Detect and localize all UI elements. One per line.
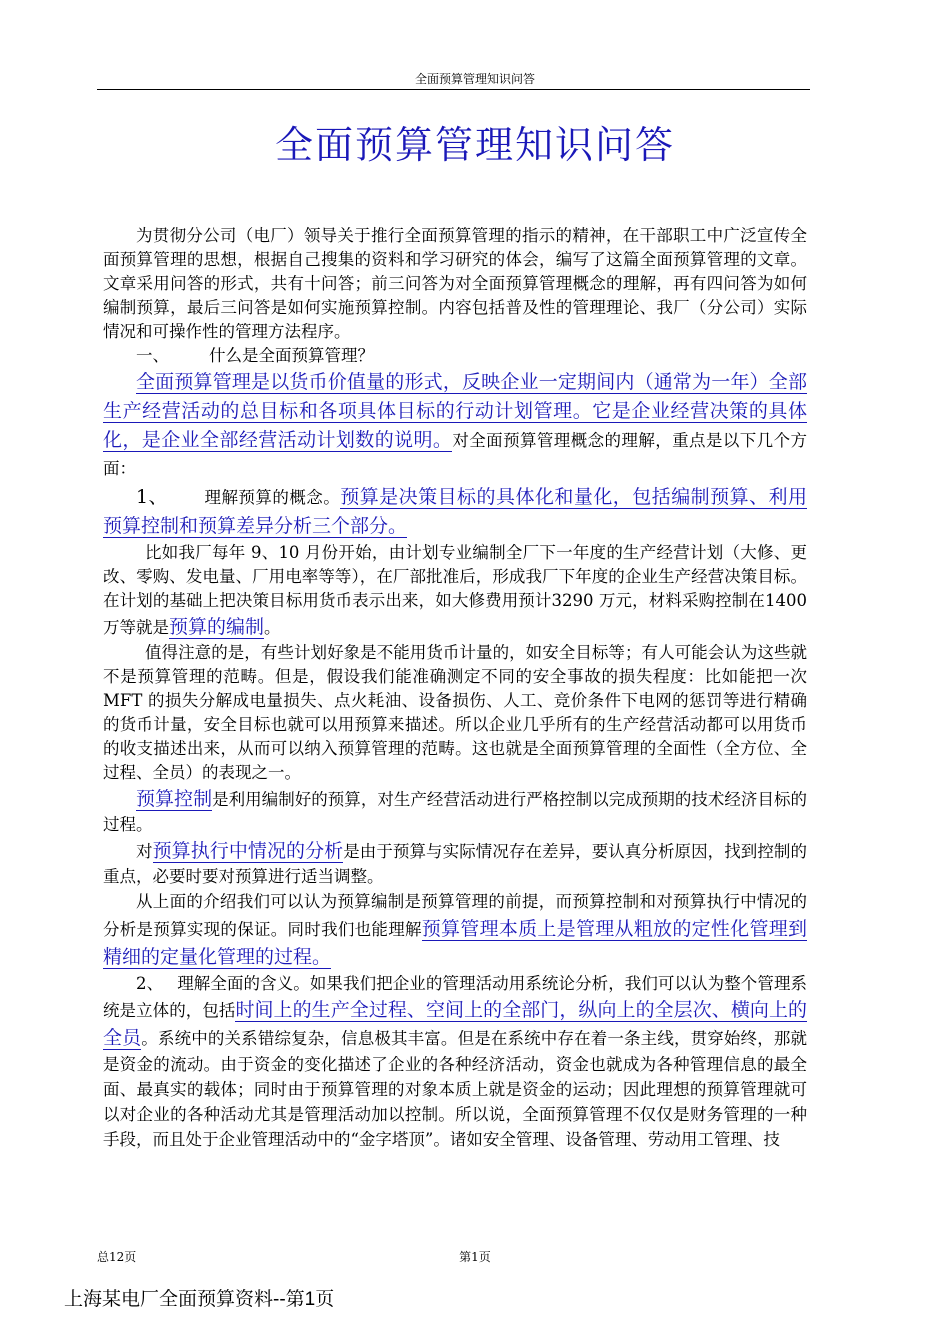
control-text: 是利用编制好的预算，对生产经营活动进行严格控制以完成预期的技术经济目标的过程。 — [103, 790, 807, 834]
header-rule — [97, 89, 810, 90]
point-2-label: 理解全面的含义。 — [177, 974, 310, 993]
analysis-paragraph — [103, 837, 807, 889]
control-highlight: 预算控制 — [136, 788, 213, 810]
document-title: 全面预算管理知识问答 — [274, 123, 675, 167]
summary-highlight: 预算管理本质上是管理从粗放的定性化管理到精细的定量化管理的过程。 — [103, 918, 807, 968]
example-paragraph — [103, 541, 807, 641]
note-paragraph: 值得注意的是，有些计划好象是不能用货币计量的，如安全目标等；有人可能会认为这些就不是预算管理的范畴。但是，假设我们能准确测定不同的安全事故的损失程度：比如能把一次 MFT 的损失分解成电量损失、点火耗油、设备损伤、人工、竞价条件下电网的惩罚等进行精确的货币计量，安全目标也就可以用预算来描述。所以企业几乎所有的生产经营活动都可以用货币的收支描述出来，从而可以纳入预算管理的范畴。这也就是全面预算管理的全面性（全方位、全过程、全员）的表现之一。 — [103, 643, 807, 782]
page-header-title: 全面预算管理知识问答 — [414, 72, 535, 86]
point-2-number: 2、 — [136, 974, 164, 993]
summary-paragraph — [103, 889, 807, 971]
example-highlight: 预算的编制 — [169, 616, 265, 638]
question-1-number: 一、 — [136, 346, 169, 365]
point-2-text: 如果我们把企业的管理活动用系统论分析，我们可以认为整个管理系统是立体的，包括 — [103, 974, 808, 1020]
document-caption: 上海某电厂全面预算资料--第1页 — [64, 1289, 335, 1310]
question-1 — [103, 344, 807, 368]
definition-paragraph — [103, 368, 807, 483]
point-2-highlight: 时间上的生产全过程、空间上的全部门，纵向上的全层次、横向上的全员 — [103, 999, 807, 1049]
point-1 — [103, 483, 807, 541]
footer-total-pages: 总12页 — [97, 1250, 137, 1264]
definition-highlight: 全面预算管理是以货币价值量的形式，反映企业一定期间内（通常为一年）全部生产经营活动的总目标和各项具体目标的行动计划管理。它是企业经营决策的具体化，是企业全部经营活动计划数的说明。 — [103, 371, 807, 451]
example-text: 比如我厂每年 9、10 月份开始，由计划专业编制全厂下一年度的生产经营计划（大修、更改、零购、发电量、厂用电率等等），在厂部批准后，形成我厂下年度的企业生产经营决策目标。在计划的基础上把决策目标用货币表示出来，如大修费用预计3290 万元，材料采购控制在1400 万等就是 — [103, 543, 807, 637]
point-1-label: 理解预算的概念。 — [204, 488, 341, 507]
intro-paragraph: 为贯彻分公司（电厂）领导关于推行全面预算管理的指示的精神，在干部职工中广泛宣传全面预算管理的思想，根据自己搜集的资料和学习研究的体会，编写了这篇全面预算管理的文章。文章采用问答的形式，共有十问答；前三问答为对全面预算管理概念的理解，再有四问答为如何编制预算，最后三问答是如何实施预算控制。内容包括普及性的管理理论、我厂（分公司）实际情况和可操作性的管理方法程序。 — [103, 226, 807, 341]
summary-text: 从上面的介绍我们可以认为预算编制是预算管理的前提，而预算控制和对预算执行中情况的分析是预算实现的保证。同时我们也能理解 — [103, 892, 807, 939]
document-body — [103, 224, 807, 1152]
question-1-text: 什么是全面预算管理？ — [209, 346, 374, 365]
footer-page-number: 第1页 — [459, 1250, 491, 1264]
point-1-number: 1、 — [136, 486, 169, 508]
definition-tail: 对全面预算管理概念的理解，重点是以下几个方面： — [103, 431, 807, 478]
point-2-tail: 。系统中的关系错综复杂，信息极其丰富。但是在系统中存在着一条主线，贯穿始终，那就是资金的流动。由于资金的变化描述了企业的各种经济活动，资金也就成为各种管理信息的最全面、最真实的载体；同时由于预算管理的对象本质上就是资金的运动；因此理想的预算管理就可以对企业的各种活动尤其是管理活动加以控制。所以说，全面预算管理不仅仅是财务管理的一种手段，而且处于企业管理活动中的“金字塔顶”。诸如安全管理、设备管理、劳动用工管理、技 — [103, 1029, 807, 1149]
analysis-text: 是由于预算与实际情况存在差异，要认真分析原因，找到控制的重点，必要时要对预算进行适当调整。 — [103, 842, 807, 886]
control-paragraph — [103, 785, 807, 837]
point-1-highlight: 预算是决策目标的具体化和量化，包括编制预算、利用预算控制和预算差异分析三个部分。 — [103, 486, 808, 537]
point-2 — [103, 971, 807, 1152]
analysis-prefix: 对 — [136, 842, 153, 861]
example-end: 。 — [264, 618, 281, 637]
analysis-highlight: 预算执行中情况的分析 — [152, 840, 344, 862]
